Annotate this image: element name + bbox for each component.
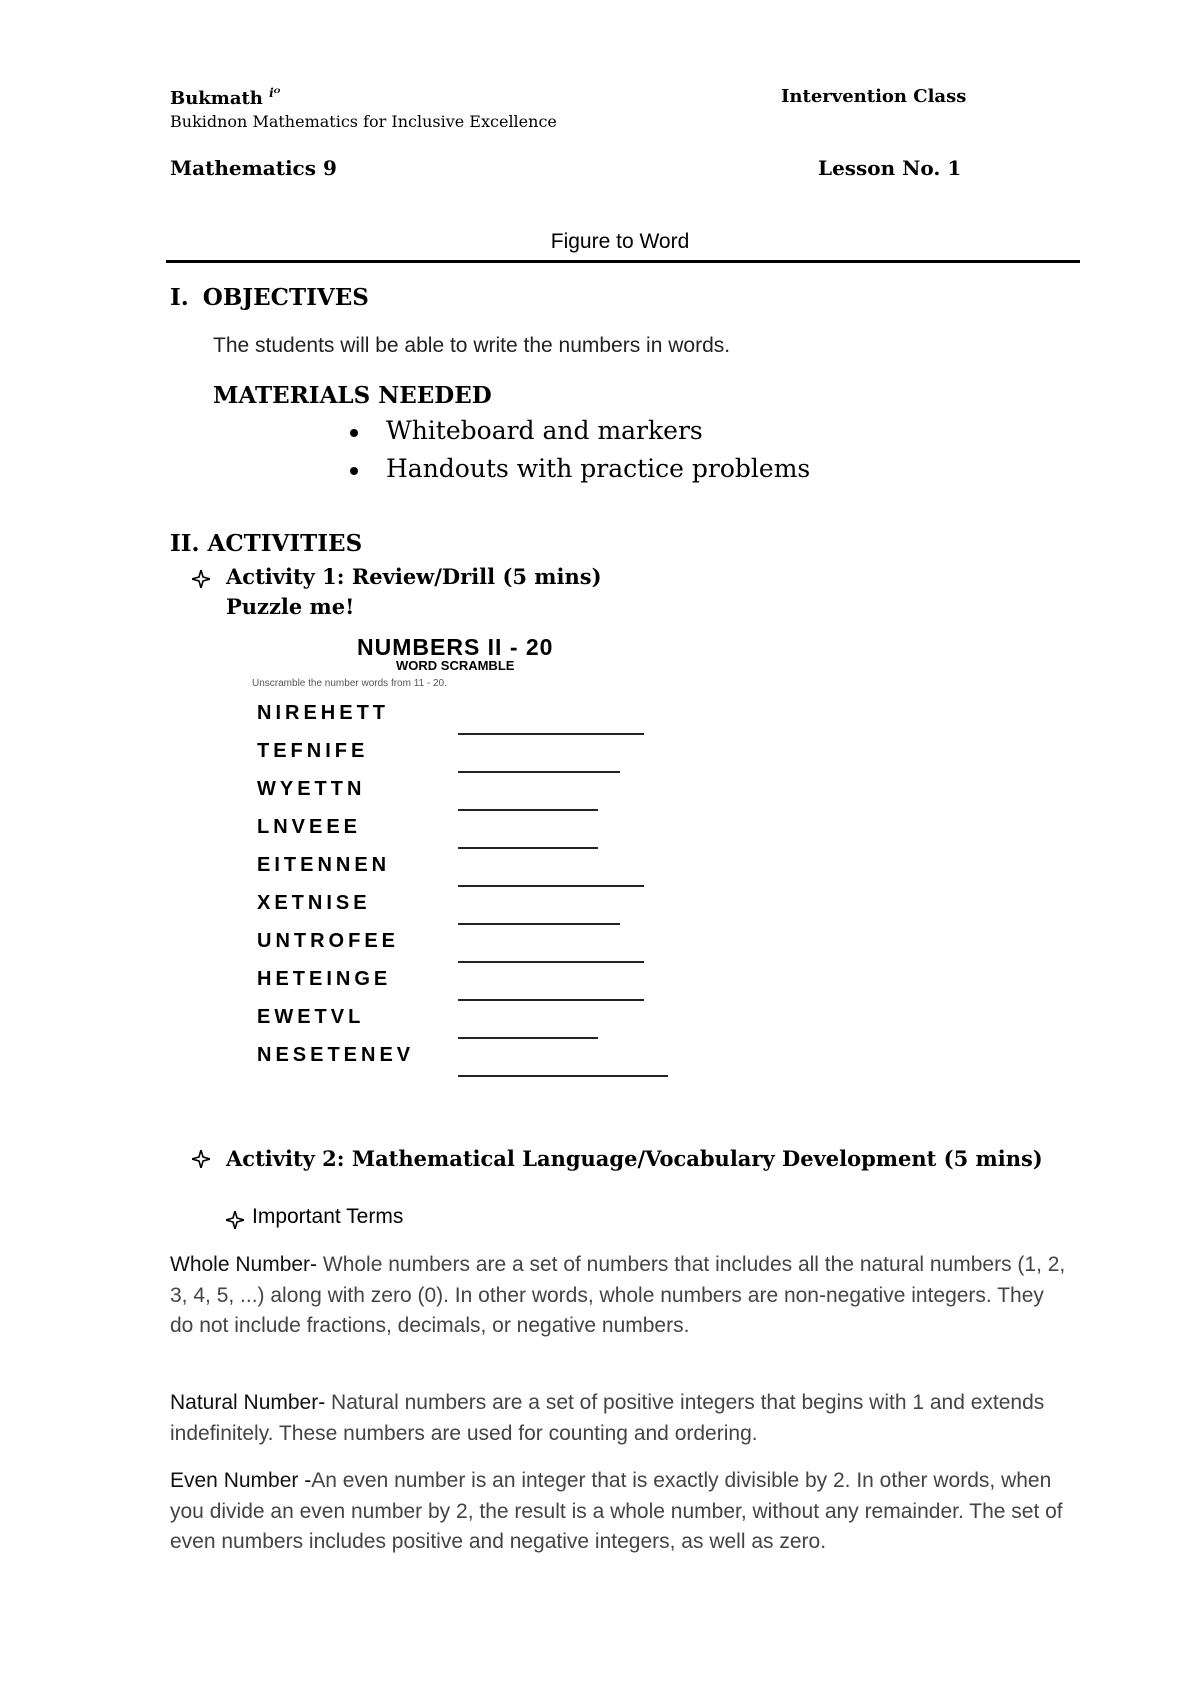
answer-blank [458, 961, 644, 963]
answer-blank [458, 809, 598, 811]
material-label: Whiteboard and markers [386, 416, 703, 445]
term-name: Natural Number- [170, 1391, 326, 1414]
class-type: Intervention Class [781, 86, 967, 107]
scrambled-word: UNTROFEE [257, 930, 399, 952]
term-text: An even number is an integer that is exactly divisible by 2. In other words, when you divide an even number by 2, the result is a whole number, without any remainder. The set of even numbers includes positive and negative integers, as well as zero. [170, 1469, 1063, 1553]
materials-heading: MATERIALS NEEDED [213, 382, 492, 409]
activity2-title: Activity 2: Mathematical Language/Vocabulary Development (5 mins) [226, 1146, 1043, 1171]
answer-blank [458, 1075, 668, 1077]
diamond-bullet-icon [192, 570, 210, 588]
answer-blank [458, 1037, 598, 1039]
answer-blank [458, 733, 644, 735]
org-name-text: Bukmath [170, 88, 263, 109]
term-definition [170, 1250, 1070, 1342]
diamond-bullet-icon [226, 1211, 244, 1229]
scrambled-word: HETEINGE [257, 968, 392, 990]
scrambled-word: WYETTN [257, 778, 366, 800]
section-activities-heading: II. ACTIVITIES [170, 530, 363, 557]
material-label: Handouts with practice problems [386, 454, 811, 483]
lesson-number: Lesson No. 1 [818, 156, 962, 180]
scrambled-word: XETNISE [257, 892, 371, 914]
answer-blank [458, 885, 644, 887]
bullet-icon [350, 429, 358, 437]
title-rule [166, 260, 1080, 263]
important-terms-heading: Important Terms [252, 1205, 404, 1228]
answer-blank [458, 923, 620, 925]
term-name: Whole Number- [170, 1253, 318, 1276]
term-name: Even Number - [170, 1469, 312, 1492]
org-subtitle: Bukidnon Mathematics for Inclusive Excellence [170, 112, 557, 131]
puzzle-instruction: Unscramble the number words from 11 - 20. [252, 678, 447, 689]
scrambled-word: NIREHETT [257, 702, 389, 724]
answer-blank [458, 771, 620, 773]
puzzle-subtitle: WORD SCRAMBLE [396, 658, 515, 673]
term-text: Whole numbers are a set of numbers that includes all the natural numbers (1, 2, 3, 4, 5, ...) along with zero (0). In other words, whole numbers are non-negative integers. They do not include fractions, decimals, or negative numbers. [170, 1253, 1066, 1337]
section-objectives-heading [170, 284, 369, 311]
scrambled-word: LNVEEE [257, 816, 362, 838]
bullet-icon [350, 467, 358, 475]
activity1-subtitle: Puzzle me! [226, 594, 355, 619]
scrambled-word: EWETVL [257, 1006, 365, 1028]
diamond-bullet-icon [192, 1150, 210, 1168]
section-title: OBJECTIVES [202, 284, 369, 311]
lesson-title: Figure to Word [550, 230, 690, 253]
term-definition [170, 1388, 1070, 1449]
objective-text: The students will be able to write the numbers in words. [213, 334, 731, 357]
subject: Mathematics 9 [170, 156, 337, 180]
scrambled-word: EITENNEN [257, 854, 391, 876]
org-name [170, 86, 280, 109]
scrambled-word: NESETENEV [257, 1044, 415, 1066]
term-definition [170, 1466, 1070, 1558]
puzzle-title: NUMBERS II - 20 [357, 634, 554, 660]
org-mark: iᴼ [269, 86, 281, 100]
activity1-title: Activity 1: Review/Drill (5 mins) [226, 564, 602, 589]
answer-blank [458, 999, 644, 1001]
scrambled-word: TEFNIFE [257, 740, 369, 762]
answer-blank [458, 847, 598, 849]
term-text: Natural numbers are a set of positive integers that begins with 1 and extends indefinitely. These numbers are used for counting and ordering. [170, 1391, 1045, 1445]
section-number: I. [170, 284, 189, 311]
